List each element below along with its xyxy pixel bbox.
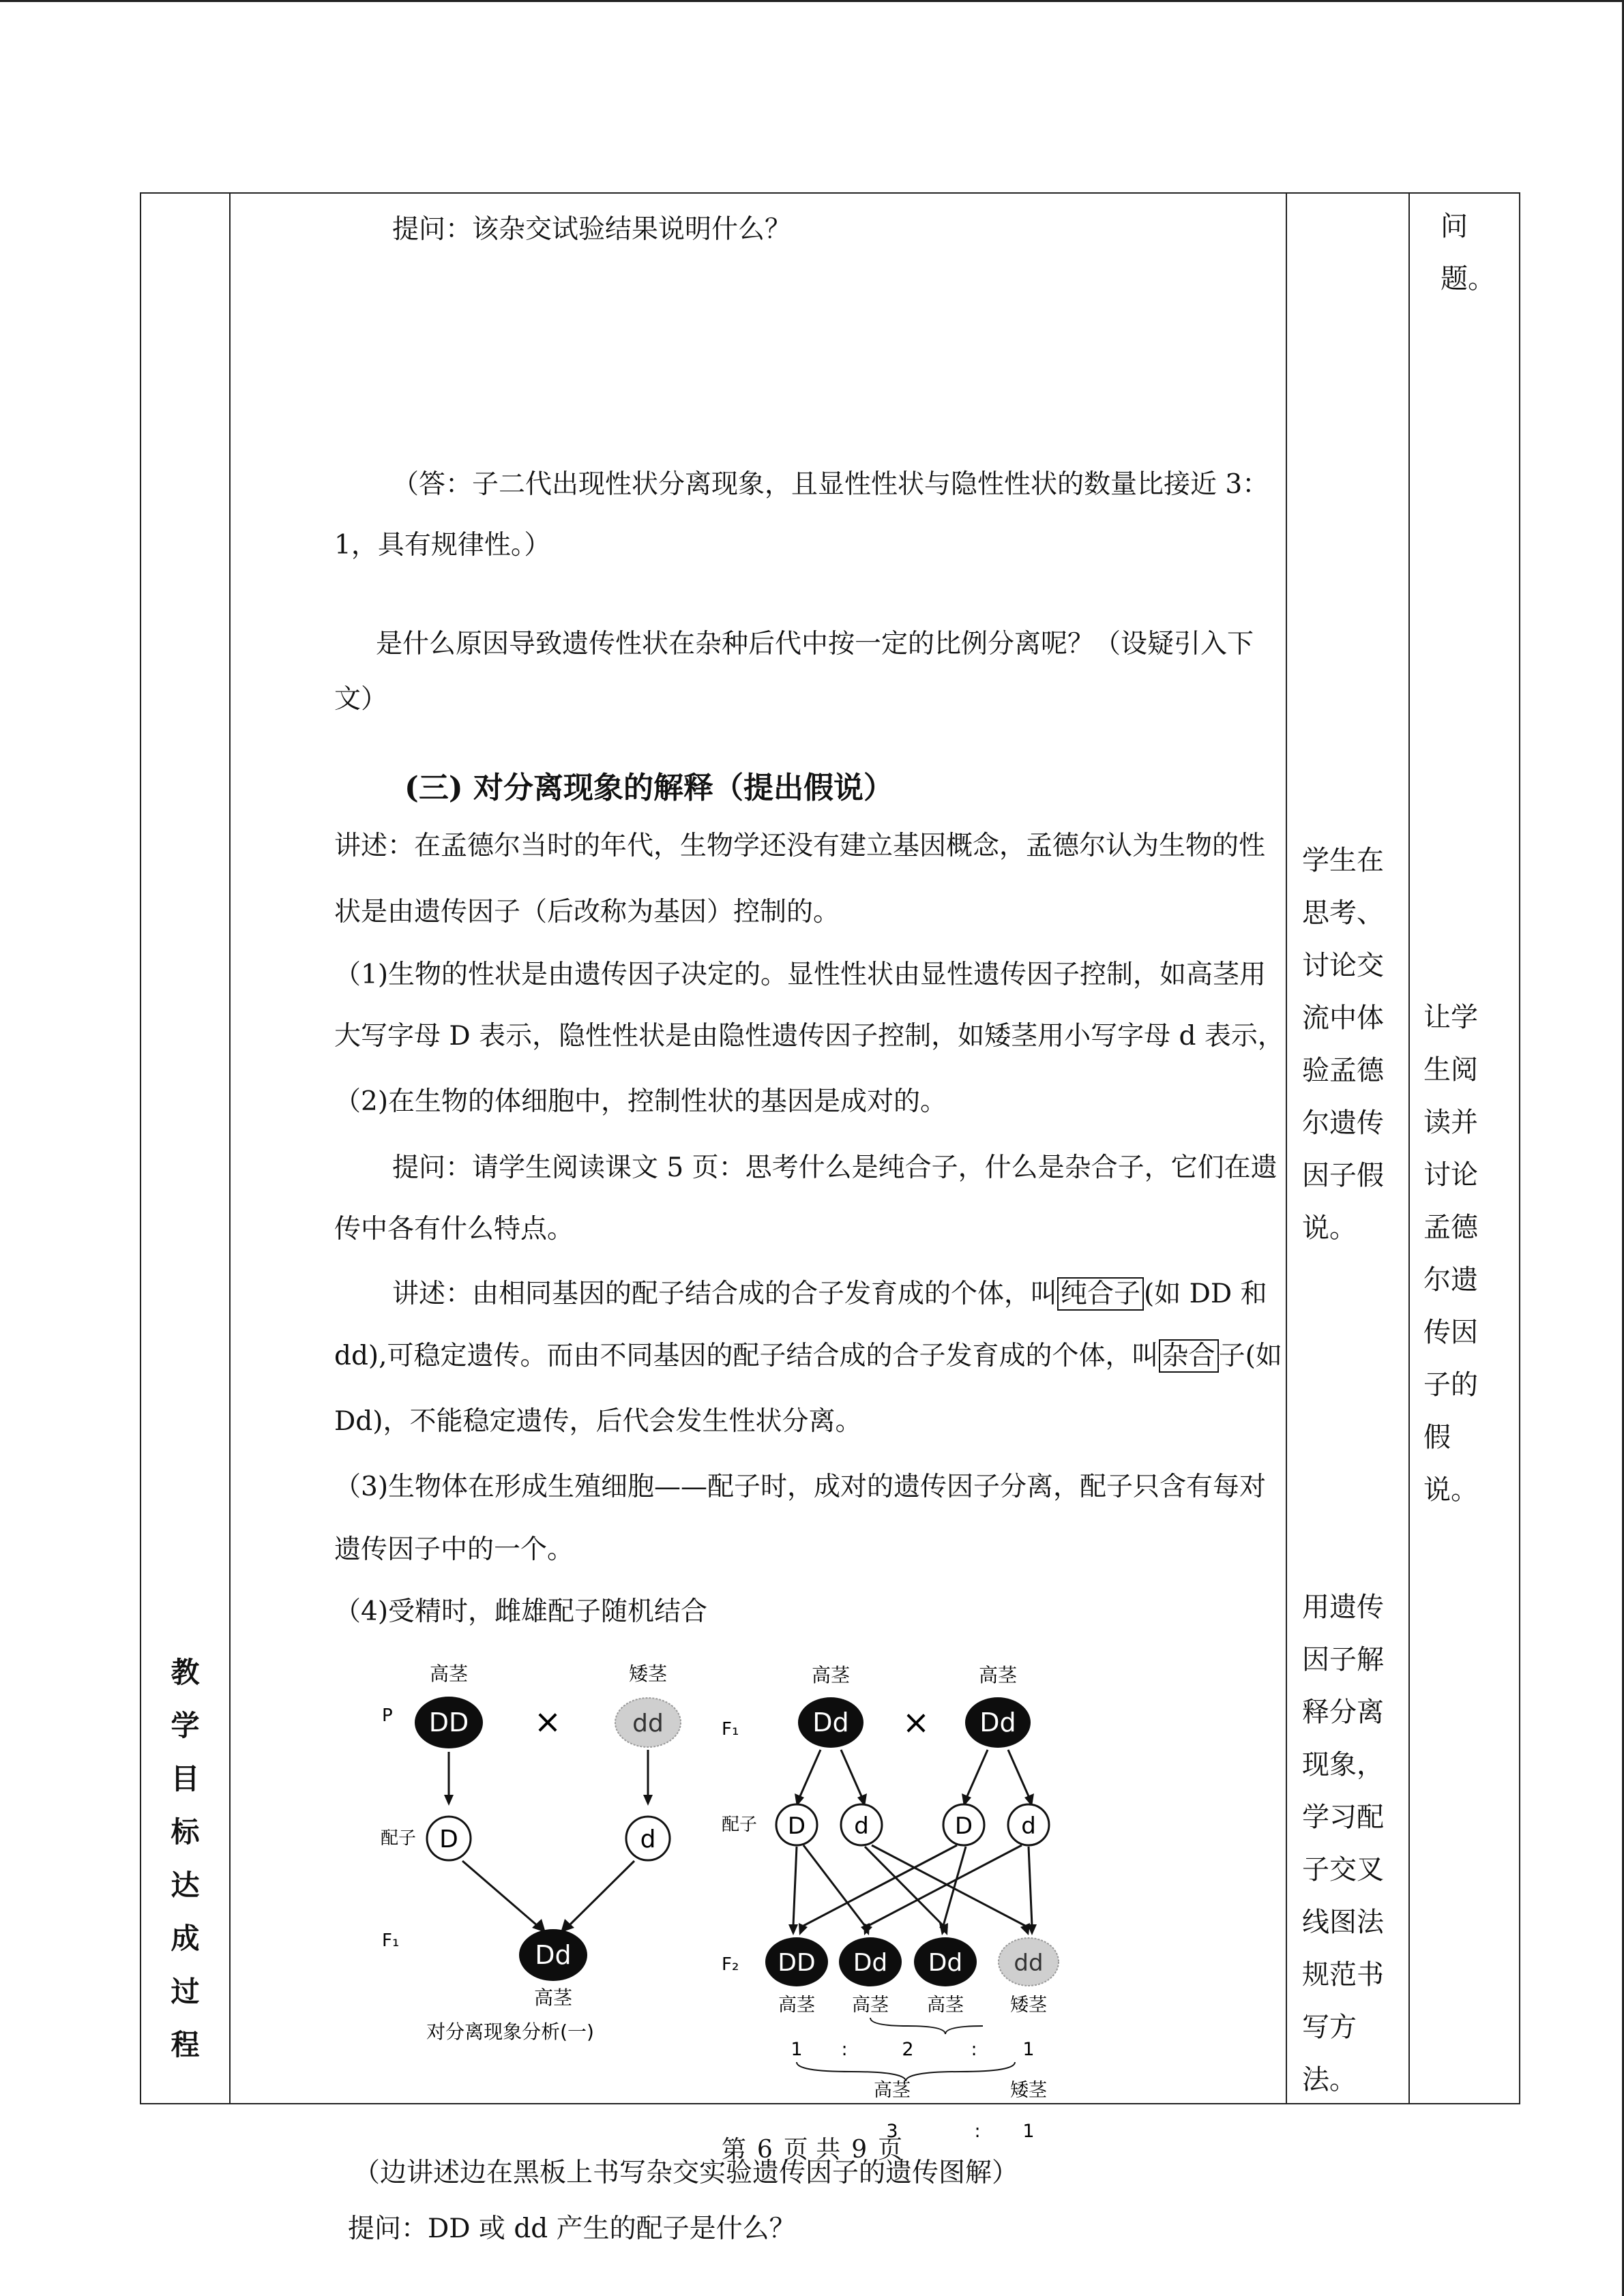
f1-parent-1-text: Dd bbox=[812, 1708, 849, 1738]
total-pages: 9 bbox=[851, 2136, 868, 2164]
diagram-1-caption: 对分离现象分析(一) bbox=[426, 2021, 594, 2043]
cross-diagram-2 bbox=[708, 1660, 1267, 2151]
f2-3-text: Dd bbox=[928, 1949, 963, 1977]
f2-4-text: dd bbox=[1014, 1950, 1044, 1977]
gamete-1-text: D bbox=[787, 1813, 806, 1840]
gamete-4-text: d bbox=[1021, 1813, 1036, 1840]
student-activity-block-1: 学生在 思考、 讨论交 流中体 验孟德 尔遗传 因子假 说。 bbox=[1302, 845, 1384, 1244]
design-intent-block-1: 让学 生阅 读并 讨论 孟德 尔遗 传因 子的 假 说。 bbox=[1423, 1002, 1478, 1506]
f1-trait: 高茎 bbox=[533, 1986, 573, 2009]
f2-1-text: DD bbox=[778, 1949, 816, 1977]
p-label: P bbox=[382, 1705, 393, 1726]
f2-label: F₂ bbox=[722, 1954, 739, 1975]
f2-2-text: Dd bbox=[853, 1949, 888, 1977]
f2-4-trait: 矮茎 bbox=[1010, 1995, 1047, 2016]
gamete-label-2: 配子 bbox=[722, 1815, 758, 1835]
question-2-line1: 提问：请学生阅读课文 5 页：思考什么是纯合子，什么是杂合子，它们在遗 bbox=[392, 1152, 1278, 1183]
lecture-2-line1: 讲述：由相同基因的配子结合成的合子发育成的个体，叫 纯合子 (如 DD 和 bbox=[392, 1279, 1267, 1309]
point-2: （2)在生物的体细胞中，控制性状的基因是成对的。 bbox=[334, 1086, 947, 1117]
point-4: （4)受精时，雌雄配子随机结合 bbox=[334, 1596, 708, 1627]
top-border-line bbox=[0, 0, 1624, 2]
f1-parent-2-text: Dd bbox=[979, 1708, 1016, 1738]
f2-3-trait: 高茎 bbox=[927, 1995, 964, 2016]
cross-diagram-1 bbox=[367, 1660, 708, 2055]
gamete-2-text: d bbox=[854, 1813, 869, 1840]
cross-symbol-2: × bbox=[902, 1703, 930, 1742]
parent-dd-text: dd bbox=[632, 1710, 664, 1738]
answer-1-line2: 1，具有规律性。） bbox=[334, 530, 551, 561]
tall-label-1: 高茎 bbox=[811, 1664, 851, 1686]
gamete-D-text: D bbox=[439, 1825, 458, 1853]
gamete-3-text: D bbox=[954, 1813, 973, 1840]
term-homozygote: 纯合子 bbox=[1057, 1277, 1144, 1311]
blackboard-note: （边讲述边在黑板上书写杂交实验遗传因子的遗传图解） bbox=[353, 2158, 1019, 2188]
section-title-cell bbox=[141, 193, 230, 2104]
f1-Dd-text: Dd bbox=[535, 1940, 572, 1970]
point-1-line2: 大写字母 D 表示，隐性性状是由隐性遗传因子控制，如矮茎用小写字母 d 表示， bbox=[334, 1021, 1284, 1052]
point-1-line1: （1)生物的性状是由遗传因子决定的。显性性状由显性遗传因子控制，如高茎用 bbox=[334, 959, 1267, 990]
ratio2-b: 1 bbox=[1022, 2121, 1035, 2142]
page-footer: 第 6 页 共 9 页 bbox=[721, 2136, 903, 2164]
ratio1-b: 2 bbox=[902, 2039, 914, 2060]
f1-label-2: F₁ bbox=[722, 1719, 739, 1740]
group-dwarf-label: 矮茎 bbox=[1010, 2080, 1047, 2101]
question-2-line2: 传中各有什么特点。 bbox=[334, 1214, 574, 1244]
lecture-1-line1: 讲述：在孟德尔当时的年代，生物学还没有建立基因概念，孟德尔认为生物的性 bbox=[334, 831, 1266, 861]
section-heading: (三) 对分离现象的解释（提出假说） bbox=[404, 771, 894, 805]
term-heterozygote: 杂合 bbox=[1159, 1339, 1219, 1373]
lecture-1-line2: 状是由遗传因子（后改称为基因）控制的。 bbox=[334, 897, 840, 927]
lecture-2-line3: Dd)，不能稳定遗传，后代会发生性状分离。 bbox=[334, 1406, 862, 1437]
question-3: 提问：DD 或 dd 产生的配子是什么？ bbox=[348, 2213, 796, 2244]
answer-1-line1: （答：子二代出现性状分离现象，且显性性状与隐性性状的数量比接近 3： bbox=[392, 469, 1269, 500]
question-1: 提问：该杂交试验结果说明什么？ bbox=[392, 214, 792, 245]
tall-label-2: 高茎 bbox=[978, 1664, 1018, 1686]
ratio2-a: 3 bbox=[886, 2121, 898, 2142]
group-tall-label: 高茎 bbox=[874, 2080, 911, 2101]
point-3-line2: 遗传因子中的一个。 bbox=[334, 1534, 574, 1565]
design-intent-cell bbox=[1409, 193, 1520, 2104]
point-3-line1: （3)生物体在形成生殖细胞——配子时，成对的遗传因子分离，配子只含有每对 bbox=[334, 1472, 1267, 1502]
brace-middle bbox=[870, 2018, 983, 2034]
why-line1: 是什么原因导致遗传性状在杂种后代中按一定的比例分离呢？（设疑引入下 bbox=[376, 629, 1254, 659]
lecture-2-line2: dd),可稳定遗传。而由不同基因的配子结合成的合子发育成的个体，叫 杂合 子(如 bbox=[334, 1341, 1282, 1371]
f2-1-trait: 高茎 bbox=[778, 1995, 815, 2016]
tall-label: 高茎 bbox=[429, 1663, 469, 1685]
dwarf-label: 矮茎 bbox=[628, 1663, 668, 1685]
design-intent-top: 问 题。 bbox=[1441, 211, 1495, 295]
cross-lines bbox=[793, 1845, 1032, 1926]
why-line2: 文） bbox=[334, 684, 388, 715]
ratio1-colon1: : bbox=[841, 2039, 848, 2060]
section-title-vertical: 教 学 目 标 达 成 过 程 bbox=[171, 1656, 200, 2061]
cross-symbol: × bbox=[533, 1703, 562, 1741]
ratio1-a: 1 bbox=[791, 2039, 803, 2060]
f1-label: F₁ bbox=[382, 1930, 400, 1951]
f2-2-trait: 高茎 bbox=[852, 1995, 889, 2016]
brace-tall bbox=[797, 2062, 1015, 2081]
ratio1-c: 1 bbox=[1022, 2039, 1035, 2060]
ratio2-colon: : bbox=[974, 2121, 981, 2142]
ratio1-colon2: : bbox=[971, 2039, 977, 2060]
arrow-g2 bbox=[569, 1861, 634, 1926]
arrow-g1 bbox=[462, 1861, 537, 1926]
gamete-label: 配子 bbox=[381, 1828, 417, 1849]
gamete-d-text: d bbox=[640, 1825, 656, 1853]
student-activity-block-2: 用遗传 因子解 释分离 现象， 学习配 子交叉 线图法 规范书 写方 法。 bbox=[1302, 1592, 1384, 2096]
current-page: 6 bbox=[756, 2136, 773, 2164]
parent-DD-text: DD bbox=[428, 1708, 469, 1738]
student-activity-cell bbox=[1286, 193, 1409, 2104]
